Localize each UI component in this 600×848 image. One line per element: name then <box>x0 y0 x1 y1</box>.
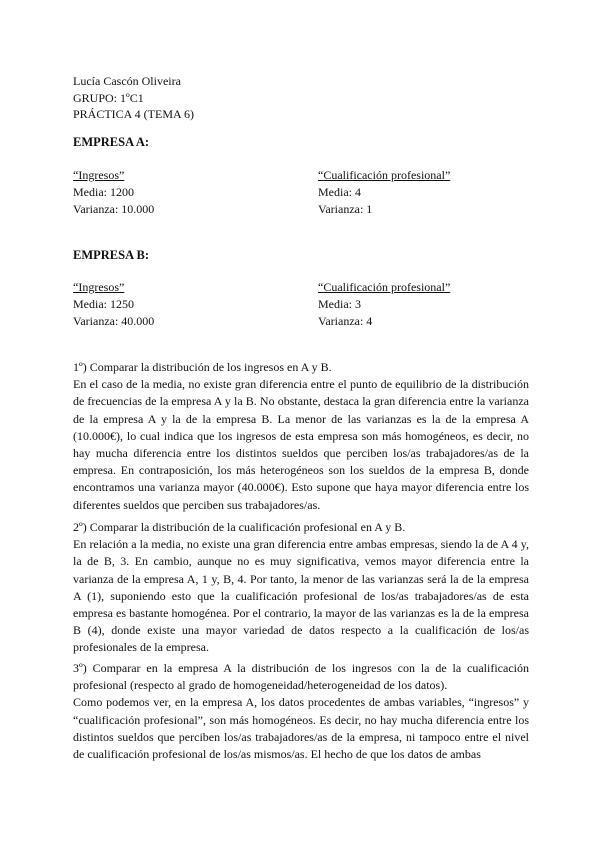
company-a-income <box>73 167 154 218</box>
document-header <box>73 73 194 123</box>
question-answer: Como podemos ver, en la empresa A, los datos procedentes de ambas variables, “ingresos” y “cualificación profesional”, son más homogéneos. Es decir, no hay mucha diferencia entre los distintos sueldos que perciben los/as trabajadores/as de la empresa, ni tampoco entre el nivel de cualificación profesional de los/as mismos/as. El hecho de que los datos de ambas <box>73 695 529 762</box>
income-mean: Media: 1200 <box>73 185 134 199</box>
company-a-title: EMPRESA A: <box>73 135 150 149</box>
qualification-mean: Media: 4 <box>318 185 361 199</box>
question-answer: En relación a la media, no existe una gran diferencia entre ambas empresas, siendo la de A 4 y, la de B, 3. En cambio, aunque no es muy significativa, vemos mayor diferencia entre la varianza de la empresa A, 1 y, B, 4. Por tanto, la menor de las varianzas será la de la empresa A (1), suponiendo esto que la cualificación profesional de los/as trabajadores/as de esta empresa es bastante homogénea. Por el contrario, la mayor de las varianzas es la de la empresa B (4), donde existe una mayor variedad de datos respecto a la cualificación de los/as profesionales de la empresa. <box>73 537 529 655</box>
company-b-qualification <box>318 279 450 330</box>
income-label: “Ingresos” <box>73 280 125 294</box>
qualification-label: “Cualificación profesional” <box>318 280 451 294</box>
income-label: “Ingresos” <box>73 168 125 182</box>
author-name: Lucía Cascón Oliveira <box>73 74 181 88</box>
income-mean: Media: 1250 <box>73 297 134 311</box>
question-1 <box>73 359 529 514</box>
qualification-variance: Varianza: 1 <box>318 202 373 216</box>
company-a-qualification <box>318 167 450 218</box>
qualification-mean: Media: 3 <box>318 297 361 311</box>
qualification-variance: Varianza: 4 <box>318 314 373 328</box>
question-heading: 3º) Comparar en la empresa A la distribución de los ingresos con la de la cualificación profesional (respecto al grado de homogeneidad/heterogeneidad de los datos). <box>73 661 529 693</box>
income-variance: Varianza: 10.000 <box>73 202 155 216</box>
income-variance: Varianza: 40.000 <box>73 314 155 328</box>
question-answer: En el caso de la media, no existe gran diferencia entre el punto de equilibrio de la distribución de frecuencias de la empresa A y la B. No obstante, destaca la gran diferencia entre la varianza de la empresa A y la de la empresa B. La menor de las varianzas es la de la empresa A (10.000€), lo cual indica que los ingresos de esta empresa son más homogéneos, es decir, no hay mucha diferencia entre los distintos sueldos que perciben los/as trabajadores/as de la empresa. En contraposición, los más heterogéneos son los sueldos de la empresa B, donde encontramos una varianza mayor (40.000€). Esto supone que haya mayor diferencia entre los diferentes sueldos que perciben sus trabajadores/as. <box>73 377 529 512</box>
question-heading: 1º) Comparar la distribución de los ingresos en A y B. <box>73 360 332 374</box>
group-label: GRUPO: 1ºC1 <box>73 90 144 105</box>
question-2 <box>73 519 529 657</box>
qualification-label: “Cualificación profesional” <box>318 168 451 182</box>
practice-label: PRÁCTICA 4 (TEMA 6) <box>73 107 195 121</box>
question-heading: 2º) Comparar la distribución de la cualificación profesional en A y B. <box>73 520 406 534</box>
company-b-income <box>73 279 154 330</box>
question-3 <box>73 660 529 763</box>
company-b-title: EMPRESA B: <box>73 248 150 262</box>
